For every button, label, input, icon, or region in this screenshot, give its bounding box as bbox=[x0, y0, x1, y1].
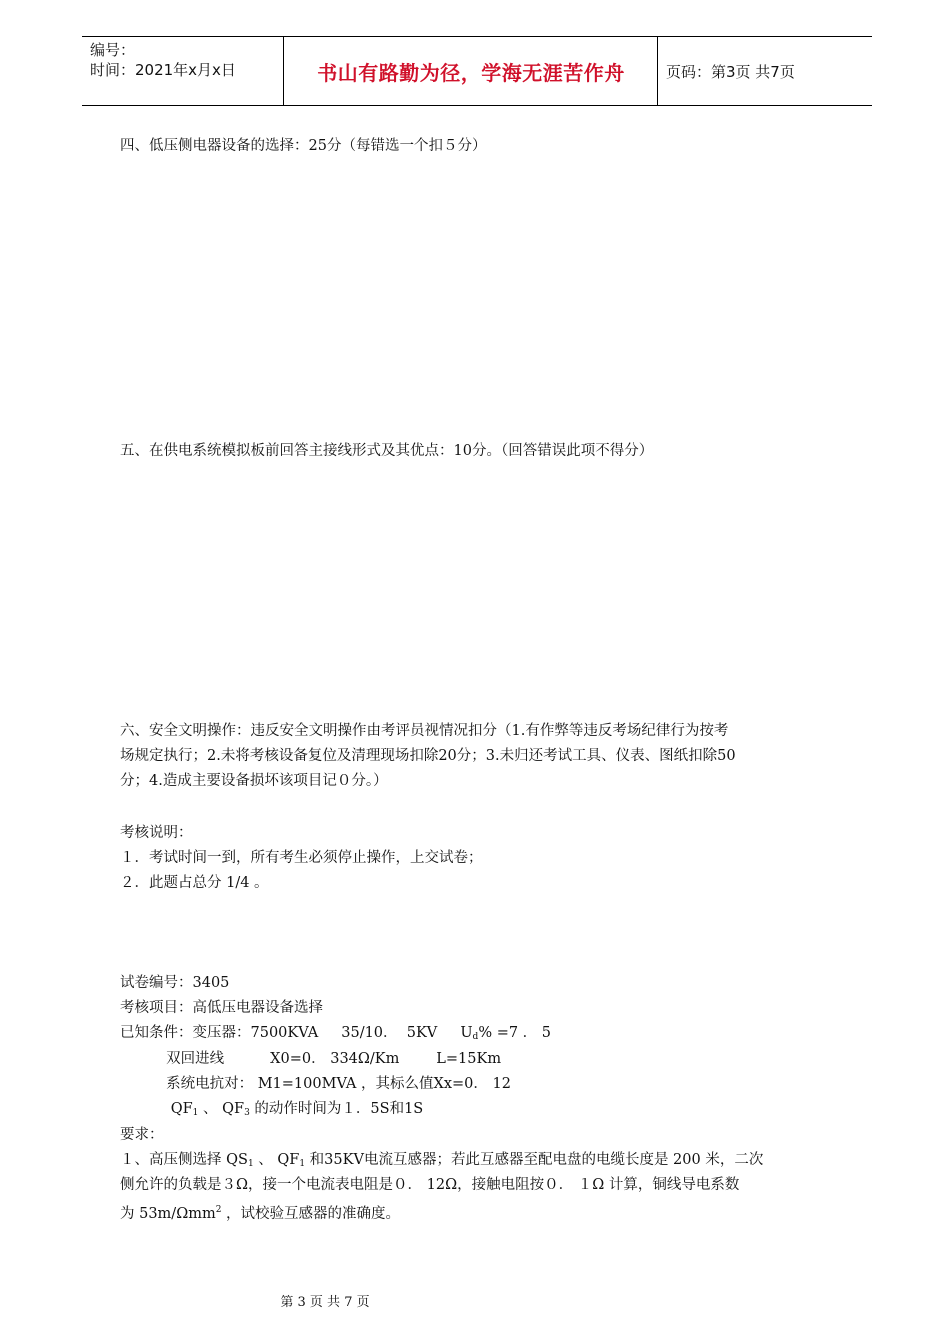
section-6-line-2: 场规定执行；2.未将考核设备复位及清理现场扣除20分；3.未归还考试工具、仪表、图纸扣除50 bbox=[120, 748, 736, 764]
section-6-line-3: 分；4.造成主要设备损坏该项目记０分。） bbox=[120, 773, 388, 789]
section-4: 四、低压侧电器设备的选择：25分（每错选一个扣５分） bbox=[120, 138, 487, 154]
condition-text: 、 QF bbox=[198, 1101, 245, 1117]
condition-text: 已知条件：变压器：7500KVA 35/10． 5KV U bbox=[120, 1025, 473, 1041]
condition-line: 双回进线 X0=0． 334Ω/Km L=15Km bbox=[120, 1051, 502, 1067]
requirement-text: ，试校验互感器的准确度。 bbox=[221, 1206, 401, 1222]
subscript: 1 bbox=[247, 1159, 254, 1169]
page-header bbox=[82, 36, 872, 106]
header-page-label: 页码：第3页 共7页 bbox=[666, 63, 795, 81]
subscript: 1 bbox=[192, 1108, 199, 1118]
section-5: 五、在供电系统模拟板前回答主接线形式及其优点：10分。（回答错误此项不得分） bbox=[120, 443, 654, 459]
header-motto: 书山有路勤为径，学海无涯苦作舟 bbox=[317, 61, 625, 85]
requirements-title: 要求： bbox=[120, 1127, 164, 1143]
date-label: 时间：2021年x月x日 bbox=[90, 61, 236, 79]
code-label: 编号： bbox=[90, 41, 136, 59]
requirement-line-2: 侧允许的负载是３Ω，接一个电流表电阻是０． 12Ω，接触电阻按０． １Ω 计算，铜线导电系数 bbox=[120, 1177, 740, 1193]
requirement-text: 为 53m/Ωmm bbox=[120, 1206, 216, 1222]
condition-transformer bbox=[120, 1023, 551, 1047]
subscript: 1 bbox=[299, 1159, 306, 1169]
subscript: 3 bbox=[244, 1108, 250, 1118]
page-footer: 第 3 页 共 7 页 bbox=[280, 1295, 370, 1310]
condition-breaker-time bbox=[120, 1099, 423, 1123]
requirement-line-3 bbox=[120, 1200, 400, 1224]
requirement-line-1 bbox=[120, 1150, 763, 1174]
subscript: d bbox=[472, 1032, 479, 1042]
header-meta bbox=[90, 40, 236, 80]
requirement-text: 、 QF bbox=[253, 1152, 300, 1168]
notes-item-2: ２．此题占总分 1/4 。 bbox=[120, 875, 269, 891]
notes-item-1: １．考试时间一到，所有考生必须停止操作，上交试卷； bbox=[120, 850, 483, 866]
section-6-line-1: 六、安全文明操作：违反安全文明操作由考评员视情况扣分（1.有作弊等违反考场纪律行为按考 bbox=[120, 723, 729, 739]
notes-title: 考核说明： bbox=[120, 825, 193, 841]
requirement-text: 和35KV电流互感器；若此互感器至配电盘的电缆长度是 200 米，二次 bbox=[305, 1152, 764, 1168]
condition-reactance: 系统电抗对： M1=100MVA ，其标么值Xx=0． 12 bbox=[120, 1076, 511, 1092]
superscript: 2 bbox=[215, 1205, 222, 1215]
condition-text: QF bbox=[120, 1101, 193, 1117]
condition-text: % =7 ． 5 bbox=[478, 1025, 552, 1041]
paper-number: 试卷编号：3405 bbox=[120, 975, 230, 991]
condition-text: 的动作时间为１．5S和1S bbox=[249, 1101, 424, 1117]
requirement-text: １、高压侧选择 QS bbox=[120, 1152, 248, 1168]
paper-project: 考核项目：高低压电器设备选择 bbox=[120, 1000, 323, 1016]
